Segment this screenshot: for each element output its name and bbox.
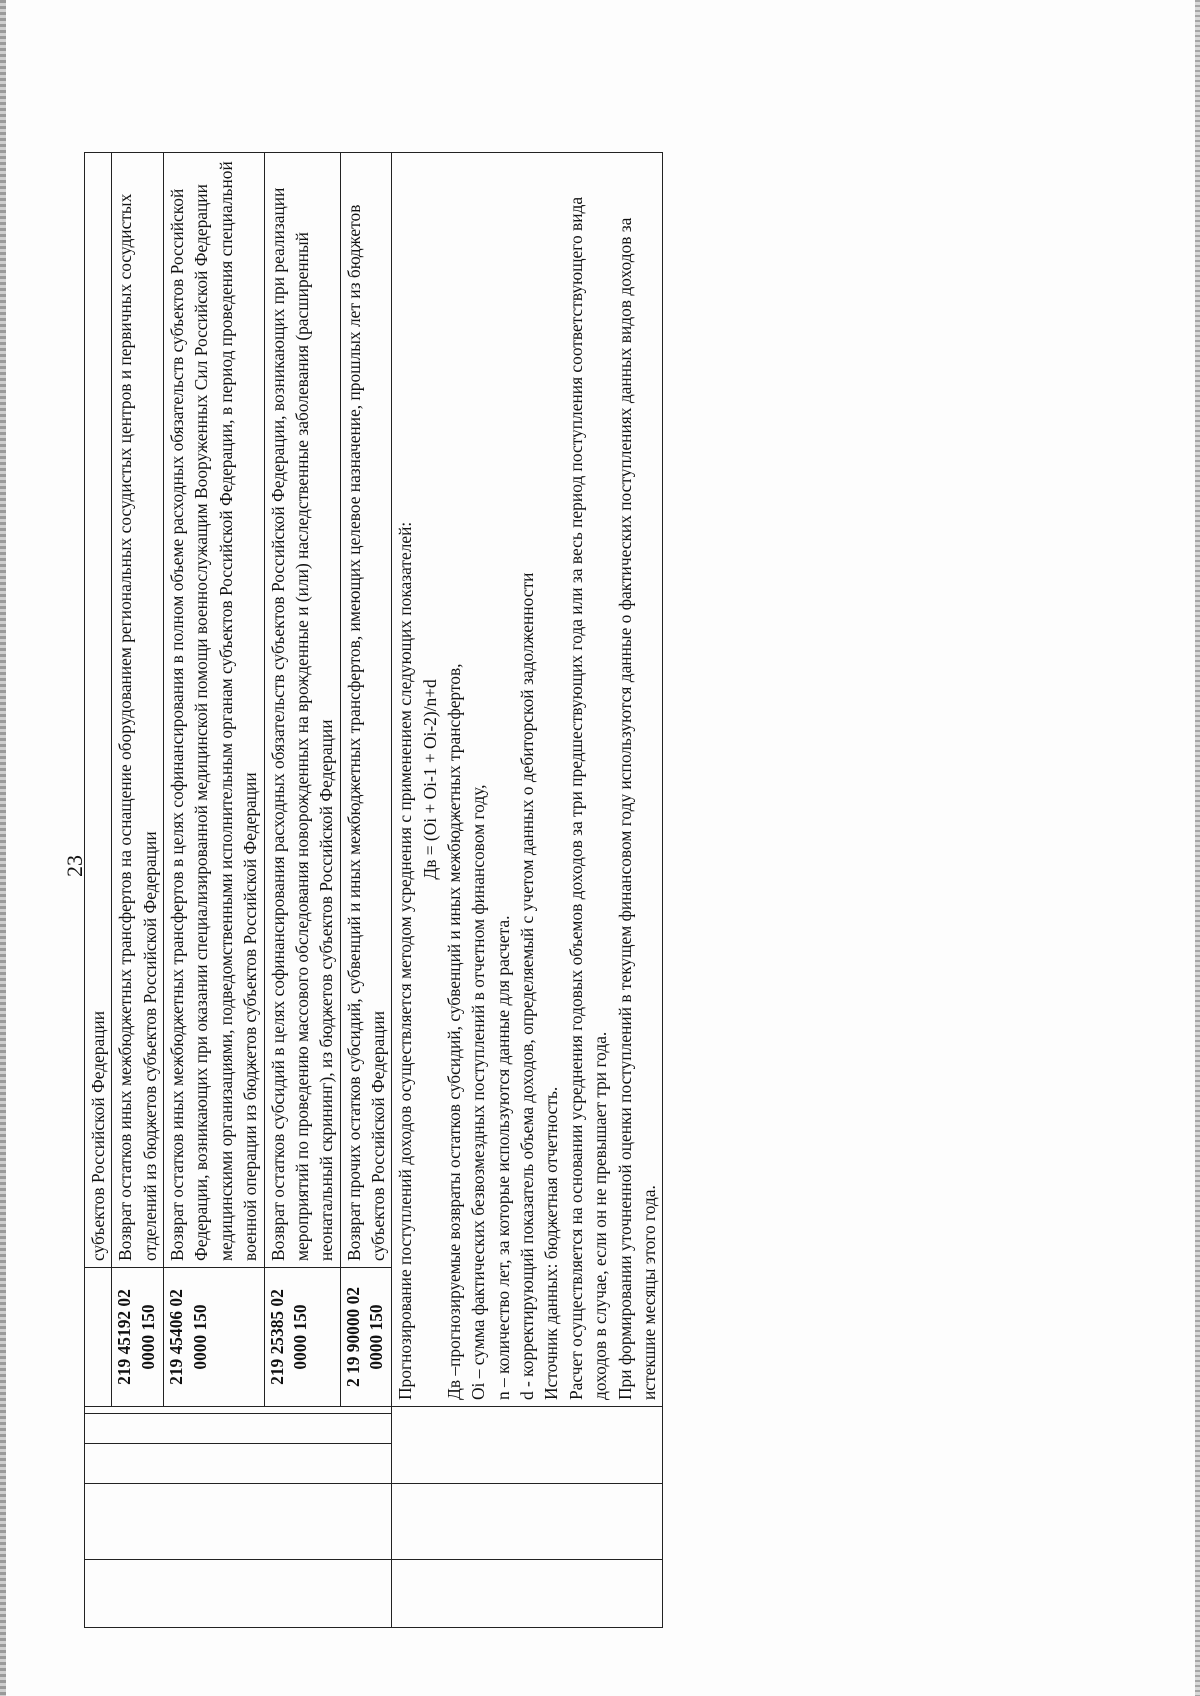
table-row xyxy=(85,153,112,1628)
description-cell: Возврат остатков иных межбюджетных трансфертов на оснащение оборудованием региональных сосудистых центров и первичных сосудистых отделений из бюджетов субъектов Российской Федерации xyxy=(112,153,164,1268)
blank-cell xyxy=(392,1407,663,1484)
blank-cell xyxy=(85,1444,392,1484)
table-row xyxy=(264,153,340,1628)
revenue-table xyxy=(84,152,663,1628)
definition-line: n – количество лет, за которые используются данные для расчета. xyxy=(492,915,513,1400)
blank-cell xyxy=(392,1560,663,1628)
definition-line: Oi – сумма фактических безвозмездных поступлений в отчетном финансовом году, xyxy=(468,784,489,1400)
forecast-note: При формировании уточненной оценки поступлений в текущем финансовом году используются данные о фактических поступлениях данных видов доходов за истекшие месяцы этого года. xyxy=(614,217,659,1400)
table-row-method xyxy=(392,153,663,1628)
blank-cell xyxy=(85,1407,392,1414)
code-cell: 2 19 90000 02 0000 150 xyxy=(340,1268,392,1407)
calculation-note: Расчет осуществляется на основании усреднения годовых объемов доходов за три предшествующих года или за весь период поступления соответствующего вида доходов в случае, если он не превышает три года. xyxy=(565,196,611,1400)
table-row xyxy=(164,153,264,1628)
formula: Дв = (Oi + Oi-1 + Oi-2)/n+d xyxy=(419,679,440,880)
code-cell: 219 25385 02 0000 150 xyxy=(264,1268,340,1407)
description-cell: Возврат остатков субсидий в целях софинансирования расходных обязательств субъектов Российской Федерации, возникающих при реализации мероприятий по проведению массового обследования новорожденных на врожденные и (или) наследственные заболевания (расширенный неонатальный скрининг), из бюджетов субъектов Российской Федерации xyxy=(264,153,340,1268)
source-line: Источник данных: бюджетная отчетность. xyxy=(541,1086,562,1400)
blank-cell xyxy=(85,1484,392,1560)
code-cell: 219 45192 02 0000 150 xyxy=(112,1268,164,1407)
page-number: 23 xyxy=(62,855,87,877)
definition-line: d - корректирующий показатель объема доходов, определяемый с учетом данных о дебиторской задолженности xyxy=(517,572,538,1400)
blank-cell xyxy=(85,1560,392,1628)
blank-cell xyxy=(392,1484,663,1560)
method-intro: Прогнозирование поступлений доходов осуществляется методом усреднения с применением следующих показателей: xyxy=(395,521,416,1400)
table-row xyxy=(112,153,164,1628)
description-cell: Возврат остатков иных межбюджетных трансфертов в целях софинансирования в полном объеме расходных обязательств субъектов Российской Федерации, возникающих при оказании специализированной медицинской помощи военнослужащим Вооруженных Сил Российской Федерации медицинскими организациями, подведомственными исполнительным органам субъектов Российской Федерации, в период проведения специальной военной операции из бюджетов субъектов Российской Федерации xyxy=(164,153,264,1268)
code-cell xyxy=(85,1268,112,1407)
scan-edge-right xyxy=(1195,0,1200,1696)
table-row xyxy=(340,153,392,1628)
blank-cell xyxy=(85,1414,392,1444)
definition-line: Дв –прогнозируемые возвраты остатков субсидий, субвенций и иных межбюджетных трансфертов, xyxy=(444,663,465,1400)
description-cell: субъектов Российской Федерации xyxy=(85,153,112,1268)
code-cell: 219 45406 02 0000 150 xyxy=(164,1268,264,1407)
document-page xyxy=(0,116,1120,1696)
description-cell: Возврат прочих остатков субсидий, субвенций и иных межбюджетных трансфертов, имеющих целевое назначение, прошлых лет из бюджетов субъектов Российской Федерации xyxy=(340,153,392,1268)
method-cell xyxy=(392,153,663,1407)
